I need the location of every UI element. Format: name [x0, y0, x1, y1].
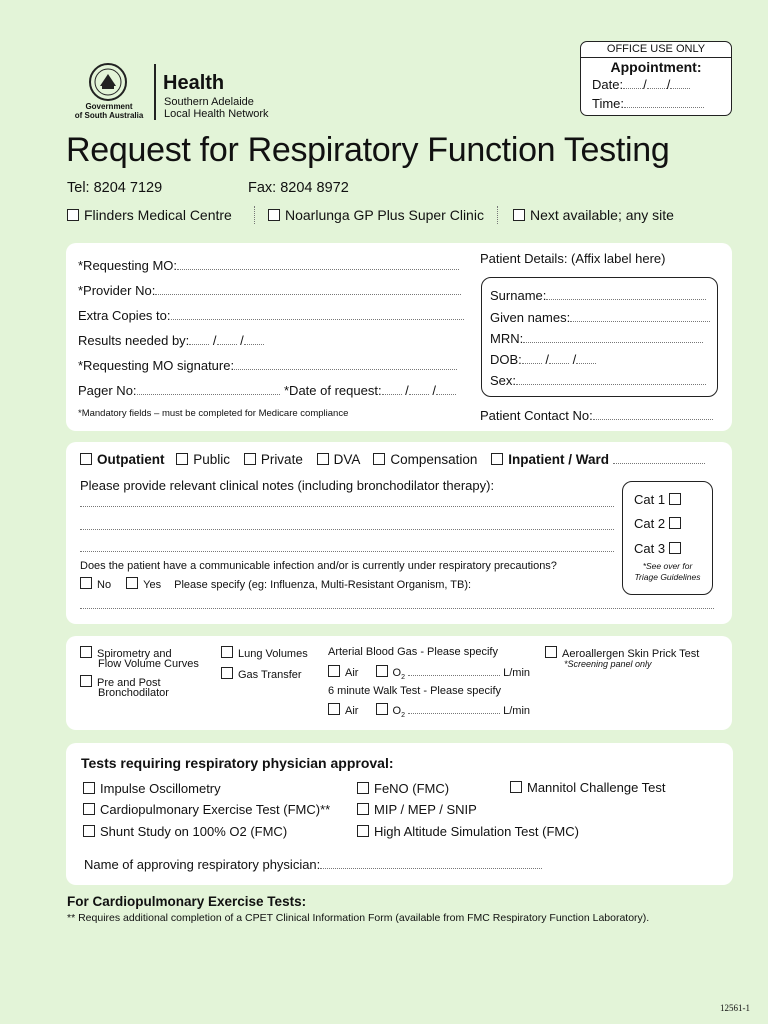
cat2-checkbox[interactable] [669, 517, 681, 529]
outpatient-label: Outpatient [97, 452, 165, 467]
abg-options [328, 664, 530, 681]
site-noarlunga-label: Noarlunga GP Plus Super Clinic [285, 207, 484, 223]
infection-specify-line[interactable] [80, 608, 714, 609]
private-option[interactable] [244, 452, 303, 467]
infection-specify-label: Please specify (eg: Influenza, Multi-Resistant Organism, TB): [174, 579, 472, 591]
sex-field[interactable] [490, 373, 706, 388]
shunt-checkbox[interactable] [83, 825, 95, 837]
abg-label: Arterial Blood Gas - Please specify [328, 646, 498, 658]
spirometry-label-line2: Flow Volume Curves [98, 658, 199, 670]
cpet-footer-heading: For Cardiopulmonary Exercise Tests: [67, 894, 307, 909]
infection-yes-option[interactable] [126, 579, 161, 591]
dob-label: DOB: [490, 352, 522, 367]
prepost-label-line2: Bronchodilator [98, 687, 169, 699]
requesting-mo-label: *Requesting MO: [78, 258, 177, 273]
compensation-label: Compensation [390, 452, 478, 467]
cat1-option[interactable] [634, 492, 686, 507]
public-checkbox[interactable] [176, 453, 188, 465]
mannitol-label: Mannitol Challenge Test [527, 780, 666, 795]
infection-yes-label: Yes [143, 579, 162, 591]
infection-question: Does the patient have a communicable infection and/or is currently under respiratory precautions? [80, 560, 557, 572]
walk-test-label: 6 minute Walk Test - Please specify [328, 685, 502, 697]
office-use-header: OFFICE USE ONLY [581, 42, 731, 58]
lung-volumes-label: Lung Volumes [238, 648, 308, 660]
clinical-notes-line[interactable] [80, 529, 614, 530]
infection-answer-row [80, 577, 471, 591]
date-of-request-field[interactable]: *Date of request: / / [284, 383, 456, 398]
site-flinders-option[interactable] [67, 207, 232, 223]
walk-o2-label: O [392, 705, 402, 717]
triage-note-line2: Triage Guidelines [634, 572, 701, 582]
outpatient-option[interactable] [80, 452, 165, 467]
public-label: Public [193, 452, 231, 467]
requesting-mo-field[interactable] [78, 258, 459, 273]
walk-o2-subscript: 2 [401, 712, 405, 720]
govt-name-line2: of South Australia [74, 111, 144, 120]
dva-label: DVA [333, 452, 360, 467]
dva-option[interactable] [317, 452, 360, 467]
network-name-line2: Local Health Network [164, 108, 269, 120]
office-time-field[interactable] [592, 96, 704, 111]
site-any-option[interactable] [513, 207, 674, 223]
given-names-label: Given names: [490, 310, 571, 325]
cat3-label: Cat 3 [634, 541, 666, 556]
office-use-box [580, 41, 732, 116]
form-code: 12561-1 [720, 1003, 750, 1013]
fax-number: Fax: 8204 8972 [248, 180, 349, 196]
triage-note-line1: *See over for [642, 561, 693, 571]
impulse-checkbox[interactable] [83, 782, 95, 794]
abg-air-option[interactable] [328, 667, 358, 679]
spirometry-checkbox[interactable] [80, 646, 92, 658]
cpet-label: Cardiopulmonary Exercise Test (FMC)** [100, 802, 331, 817]
approval-heading: Tests requiring respiratory physician approval: [81, 755, 394, 771]
extra-copies-field[interactable] [78, 308, 464, 323]
screening-note: *Screening panel only [564, 659, 652, 669]
mip-checkbox[interactable] [357, 803, 369, 815]
extra-copies-label: Extra Copies to: [78, 308, 171, 323]
surname-label: Surname: [490, 288, 547, 303]
page-title: Request for Respiratory Function Testing [66, 131, 670, 169]
compensation-checkbox[interactable] [373, 453, 385, 465]
cpet-option[interactable] [83, 802, 330, 817]
cpet-footer-note: ** Requires additional completion of a CPET Clinical Information Form (available from FMC Respiratory Function Laboratory). [67, 912, 650, 924]
infection-no-label: No [97, 579, 112, 591]
patient-type-row [80, 452, 705, 467]
cat2-option[interactable] [634, 516, 686, 531]
gas-transfer-option[interactable] [221, 667, 302, 681]
lung-volumes-option[interactable] [221, 646, 308, 660]
health-wordmark: Health [163, 72, 225, 94]
site-divider [254, 206, 255, 224]
walk-air-label: Air [345, 705, 359, 717]
aeroallergen-option[interactable] [545, 646, 699, 660]
dob-field[interactable]: DOB: / / [490, 352, 596, 367]
provider-no-label: *Provider No: [78, 283, 156, 298]
patient-details-label: Patient Details: (Affix label here) [480, 251, 666, 266]
walk-lmin-label: L/min [503, 705, 531, 717]
tests-card [66, 636, 732, 730]
appointment-label: Appointment: [610, 59, 702, 75]
approving-physician-field[interactable] [84, 857, 542, 872]
sex-label: Sex: [490, 373, 517, 388]
private-label: Private [260, 452, 303, 467]
sa-government-logo [68, 62, 150, 120]
compensation-option[interactable] [373, 452, 477, 467]
mo-signature-field[interactable] [78, 358, 457, 373]
abg-o2-label: O [392, 667, 402, 679]
tel-number: Tel: 8204 7129 [67, 180, 163, 196]
impulse-label: Impulse Oscillometry [100, 781, 221, 796]
impulse-option[interactable] [83, 781, 221, 796]
dva-checkbox[interactable] [317, 453, 329, 465]
clinical-card [66, 442, 732, 624]
approval-card [66, 743, 733, 885]
walk-options [328, 702, 530, 719]
ward-input[interactable] [613, 452, 705, 464]
feno-label: FeNO (FMC) [374, 781, 450, 796]
site-any-checkbox[interactable] [513, 209, 525, 221]
private-checkbox[interactable] [244, 453, 256, 465]
surname-field[interactable] [490, 288, 706, 303]
results-needed-label: Results needed by: [78, 333, 190, 348]
walk-o2-checkbox[interactable] [376, 703, 388, 715]
inpatient-option[interactable] [491, 452, 609, 467]
abg-air-checkbox[interactable] [328, 665, 340, 677]
results-needed-field[interactable]: Results needed by: / / [78, 333, 264, 348]
abg-air-label: Air [345, 667, 359, 679]
pager-no-label: Pager No: [78, 383, 137, 398]
requester-patient-card [66, 243, 732, 431]
walk-rate-input[interactable] [408, 702, 500, 714]
altitude-label: High Altitude Simulation Test (FMC) [374, 824, 579, 839]
mip-label: MIP / MEP / SNIP [374, 802, 477, 817]
approving-physician-label: Name of approving respiratory physician: [84, 857, 321, 872]
office-date-label: Date: [592, 77, 624, 92]
mip-option[interactable] [357, 802, 477, 817]
site-divider [497, 206, 498, 224]
cat1-label: Cat 1 [634, 492, 666, 507]
gas-transfer-label: Gas Transfer [238, 669, 302, 681]
inpatient-checkbox[interactable] [491, 453, 503, 465]
patient-contact-label: Patient Contact No: [480, 408, 593, 423]
abg-o2-subscript: 2 [401, 674, 405, 682]
mandatory-note: *Mandatory fields – must be completed for Medicare compliance [78, 408, 349, 419]
site-any-label: Next available; any site [530, 207, 674, 223]
abg-rate-input[interactable] [408, 664, 500, 676]
site-flinders-label: Flinders Medical Centre [84, 207, 232, 223]
infection-no-option[interactable] [80, 579, 111, 591]
infection-yes-checkbox[interactable] [126, 577, 138, 589]
mannitol-option[interactable] [510, 780, 666, 795]
network-name-line1: Southern Adelaide [164, 96, 254, 108]
clinical-notes-prompt: Please provide relevant clinical notes (including bronchodilator therapy): [80, 478, 495, 493]
aeroallergen-label: Aeroallergen Skin Prick Test [562, 648, 700, 660]
walk-air-option[interactable] [328, 705, 358, 717]
date-of-request-label: *Date of request: [284, 383, 382, 398]
patient-contact-field[interactable] [480, 408, 713, 423]
public-option[interactable] [176, 452, 230, 467]
clinical-notes-line[interactable] [80, 506, 614, 507]
office-date-field[interactable]: Date: / / [592, 77, 690, 92]
given-names-field[interactable] [490, 310, 710, 325]
provider-no-field[interactable] [78, 283, 461, 298]
outpatient-checkbox[interactable] [80, 453, 92, 465]
gas-transfer-checkbox[interactable] [221, 667, 233, 679]
feno-checkbox[interactable] [357, 782, 369, 794]
clinical-notes-line[interactable] [80, 551, 614, 552]
abg-lmin-label: L/min [503, 667, 531, 679]
infection-no-checkbox[interactable] [80, 577, 92, 589]
altitude-option[interactable] [357, 824, 579, 839]
shunt-option[interactable] [83, 824, 287, 839]
pager-no-field[interactable] [78, 383, 280, 398]
shunt-label: Shunt Study on 100% O2 (FMC) [100, 824, 288, 839]
category-box [622, 481, 713, 595]
mrn-field[interactable] [490, 331, 703, 346]
feno-option[interactable] [357, 781, 449, 796]
cpet-checkbox[interactable] [83, 803, 95, 815]
walk-air-checkbox[interactable] [328, 703, 340, 715]
lung-volumes-checkbox[interactable] [221, 646, 233, 658]
altitude-checkbox[interactable] [357, 825, 369, 837]
prepost-label: Pre and Post [97, 677, 161, 689]
sa-crest-icon [88, 62, 128, 102]
cat2-label: Cat 2 [634, 516, 666, 531]
spirometry-label: Spirometry and [97, 648, 172, 660]
abg-o2-checkbox[interactable] [376, 665, 388, 677]
cat1-checkbox[interactable] [669, 493, 681, 505]
mrn-label: MRN: [490, 331, 524, 346]
mo-signature-label: *Requesting MO signature: [78, 358, 235, 373]
cat3-option[interactable] [634, 541, 686, 556]
mannitol-checkbox[interactable] [510, 781, 522, 793]
site-flinders-checkbox[interactable] [67, 209, 79, 221]
patient-label-box [481, 277, 718, 397]
prepost-checkbox[interactable] [80, 675, 92, 687]
govt-name-line1: Government [85, 102, 133, 111]
office-time-label: Time: [592, 96, 625, 111]
logo-divider [154, 64, 156, 120]
walk-o2-option[interactable] [376, 705, 405, 720]
site-noarlunga-option[interactable] [268, 207, 484, 223]
site-noarlunga-checkbox[interactable] [268, 209, 280, 221]
abg-o2-option[interactable] [376, 667, 405, 682]
cat3-checkbox[interactable] [669, 542, 681, 554]
inpatient-label: Inpatient / Ward [508, 452, 609, 467]
aeroallergen-checkbox[interactable] [545, 646, 557, 658]
